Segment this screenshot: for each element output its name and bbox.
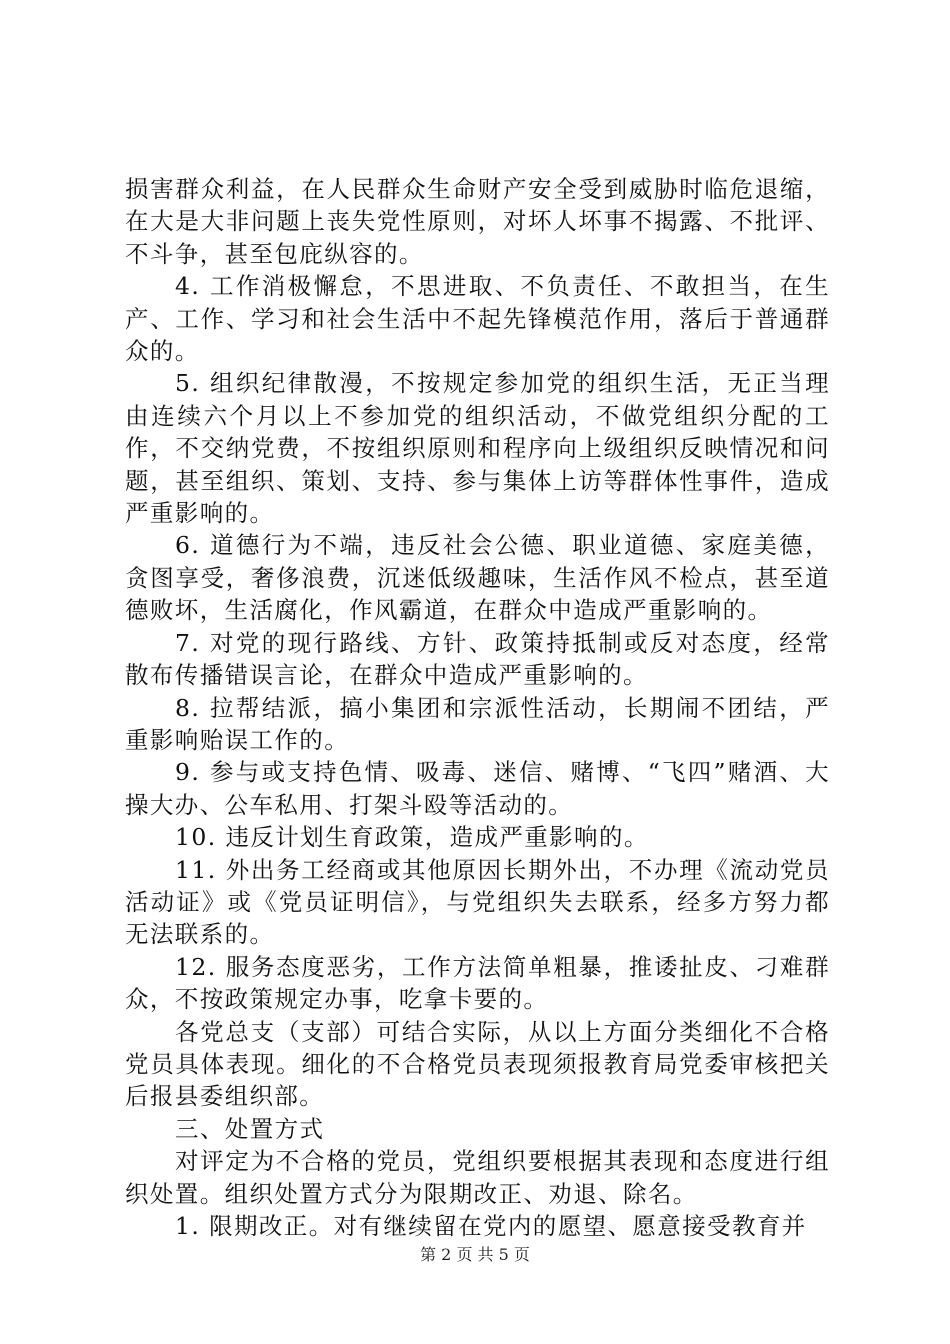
paragraph-continuation: 损害群众利益，在人民群众生命财产安全受到威胁时临危退缩，在大是大非问题上丧失党性原则，对坏人坏事不揭露、不批评、不斗争，甚至包庇纵容的。 (125, 175, 830, 268)
paragraph-item-12: 12. 服务态度恶劣，工作方法简单粗暴，推诿扯皮、刁难群众，不按政策规定办事，吃拿卡要的。 (125, 952, 830, 1014)
paragraph-item-8: 8. 拉帮结派，搞小集团和宗派性活动，长期闹不团结，严重影响贻误工作的。 (125, 693, 830, 754)
page-number-footer: 第 2 页 共 5 页 (420, 1245, 530, 1264)
paragraph-item-5: 5. 组织纪律散漫，不按规定参加党的组织生活，无正当理由连续六个月以上不参加党的组织活动，不做党组织分配的工作，不交纳党费，不按组织原则和程序向上级组织反映情况和问题，甚至组织、策划、支持、参与集体上访等群体性事件，造成严重影响的。 (125, 369, 830, 528)
paragraph-item-9: 9. 参与或支持色情、吸毒、迷信、赌博、“飞四”赌酒、大操大办、公车私用、打架斗殴等活动的。 (125, 758, 830, 819)
paragraph-item-6: 6. 道德行为不端，违反社会公德、职业道德、家庭美德，贪图享受，奢侈浪费，沉迷低级趣味，生活作风不检点，甚至道德败坏，生活腐化，作风霸道，在群众中造成严重影响的。 (125, 531, 830, 625)
paragraph-disposal-item-1: 1. 限期改正。对有继续留在党内的愿望、愿意接受教育并 (175, 1212, 807, 1240)
paragraph-item-10: 10. 违反计划生育政策，造成严重影响的。 (175, 823, 649, 852)
paragraph-refinement-note: 各党总支（支部）可结合实际，从以上方面分类细化不合格党员具体表现。细化的不合格党员表现须报教育局党委审核把关后报县委组织部。 (125, 1017, 830, 1111)
section-heading-disposal: 三、处置方式 (175, 1114, 325, 1143)
paragraph-disposal-intro: 对评定为不合格的党员，党组织要根据其表现和态度进行组织处置。组织处置方式分为限期改正、劝退、除名。 (125, 1147, 830, 1208)
paragraph-item-4: 4. 工作消极懈怠，不思进取、不负责任、不敢担当，在生产、工作、学习和社会生活中不起先锋模范作用，落后于普通群众的。 (125, 272, 830, 366)
document-body (125, 173, 830, 1242)
paragraph-item-11: 11. 外出务工经商或其他原因长期外出，不办理《流动党员活动证》或《党员证明信》，与党组织失去联系，经多方努力都无法联系的。 (125, 855, 830, 949)
paragraph-item-7: 7. 对党的现行路线、方针、政策持抵制或反对态度，经常散布传播错误言论，在群众中造成严重影响的。 (125, 628, 830, 690)
